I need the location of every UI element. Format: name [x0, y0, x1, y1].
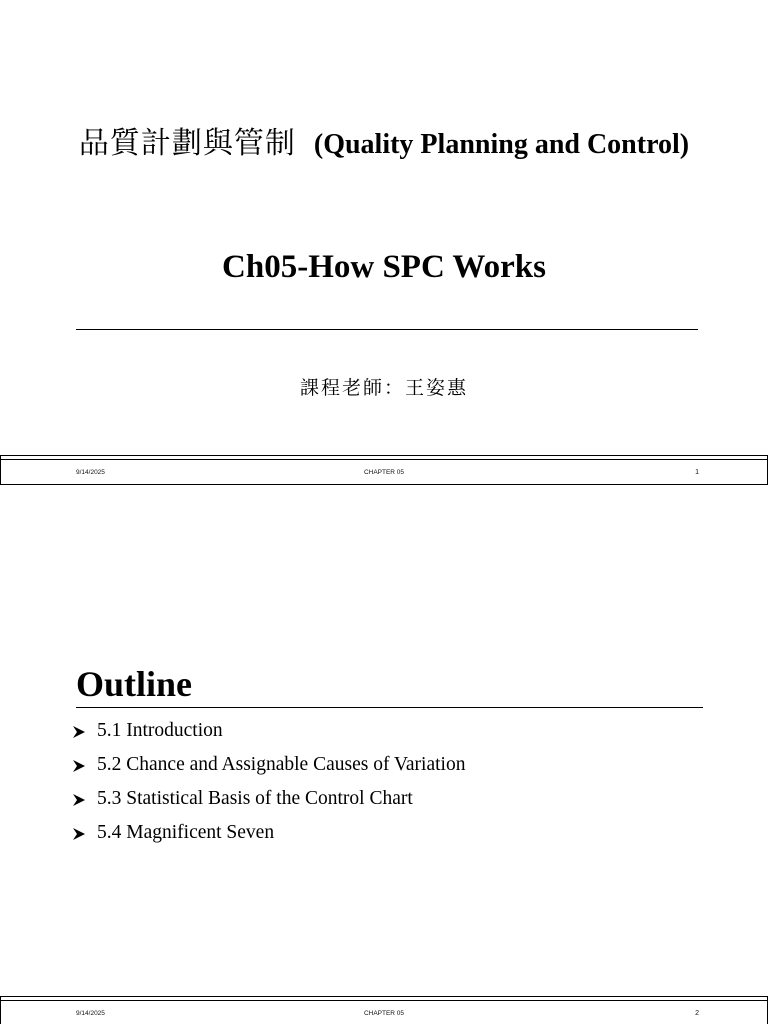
arrow-bullet-icon: [72, 827, 86, 841]
arrow-bullet-icon: [72, 725, 86, 739]
arrow-bullet-icon: [72, 759, 86, 773]
course-title: [0, 122, 768, 167]
slide-footer: [0, 455, 768, 485]
outline-item-label: 5.3 Statistical Basis of the Control Chart: [97, 788, 413, 809]
footer-page-number: 1: [695, 469, 699, 476]
list-item: [72, 718, 465, 752]
footer-chapter: CHAPTER 05: [363, 469, 405, 476]
slide-footer: [0, 996, 768, 1024]
list-item: [72, 820, 465, 854]
title-divider: [76, 329, 698, 330]
list-item: [72, 752, 465, 786]
footer-chapter: CHAPTER 05: [363, 1010, 405, 1017]
footer-date: 9/14/2025: [76, 1010, 105, 1017]
outline-item-label: 5.1 Introduction: [97, 720, 223, 741]
teacher-line: 課程老師：王姿惠: [299, 377, 468, 399]
course-title-chinese: 品質計劃與管制: [78, 126, 296, 161]
outline-divider: [76, 707, 703, 708]
outline-heading: Outline: [76, 664, 193, 704]
list-item: [72, 786, 465, 820]
slide-2: [0, 512, 768, 1024]
footer-date: 9/14/2025: [76, 469, 105, 476]
footer-page-number: 2: [695, 1010, 699, 1017]
outline-list: [72, 718, 465, 854]
arrow-bullet-icon: [72, 793, 86, 807]
outline-item-label: 5.4 Magnificent Seven: [97, 822, 275, 843]
course-title-english: (Quality Planning and Control): [313, 129, 690, 160]
outline-item-label: 5.2 Chance and Assignable Causes of Variation: [97, 754, 466, 775]
chapter-title: Ch05-How SPC Works: [222, 249, 546, 285]
